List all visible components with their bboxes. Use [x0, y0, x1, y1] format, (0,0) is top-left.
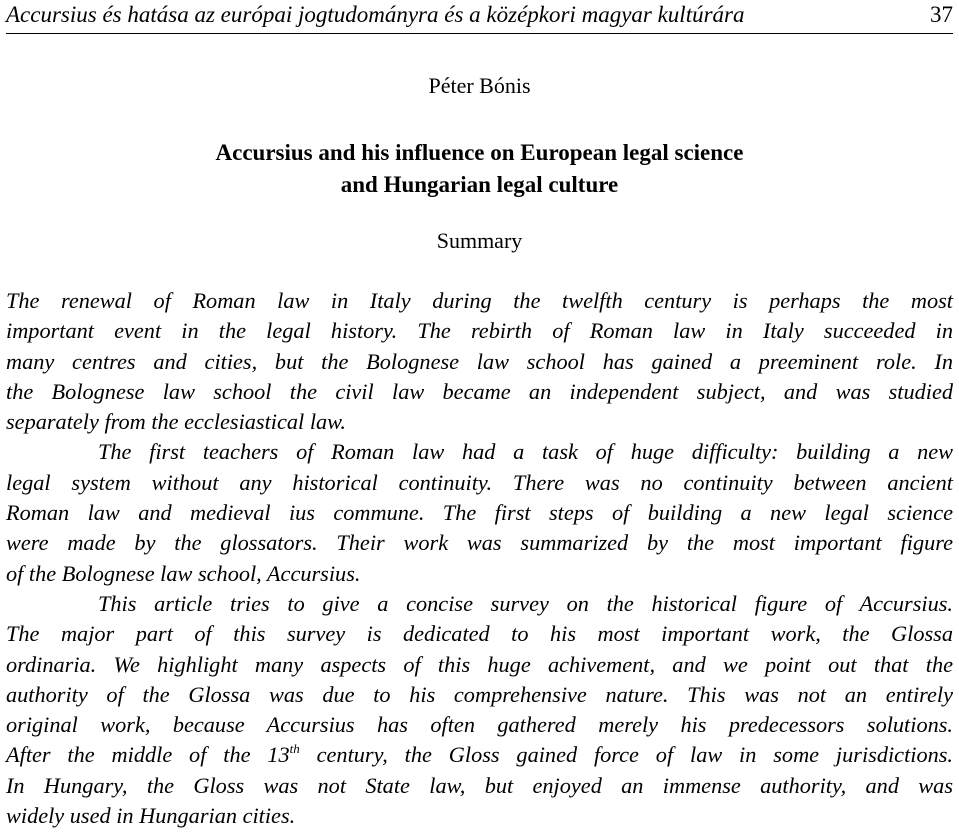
- text-line: [6, 740, 953, 770]
- text-line: Roman law and medieval ius commune. The first steps of building a new legal science: [6, 500, 953, 526]
- text-line: authority of the Glossa was due to his comprehensive nature. This was not an entirely: [6, 681, 953, 707]
- article-title-line: Accursius and his influence on European legal science: [215, 140, 744, 165]
- text-fragment: After the middle of the 13: [6, 742, 290, 768]
- text-line: original work, because Accursius has often gathered merely his predecessors solutions.: [6, 712, 953, 738]
- text-fragment: century, the Gloss gained force of law in some jurisdictions.: [299, 742, 954, 768]
- summary-body: [6, 286, 953, 831]
- text-line: many centres and cities, but the Bolognese law school has gained a preeminent role. In: [6, 348, 953, 374]
- text-line: separately from the ecclesiastical law.: [6, 409, 346, 435]
- text-line: ordinaria. We highlight many aspects of this huge achivement, and we point out that the: [6, 651, 953, 677]
- text-line: The renewal of Roman law in Italy during the twelfth century is perhaps the most: [6, 288, 953, 313]
- text-line: This article tries to give a concise survey on the historical figure of Accursius.: [98, 590, 953, 616]
- running-header: [6, 0, 953, 34]
- summary-heading: Summary: [436, 228, 523, 253]
- ordinal-superscript: th: [289, 741, 300, 757]
- article-title: [0, 137, 959, 201]
- text-line: The first teachers of Roman law had a task of huge difficulty: building a new: [98, 439, 953, 465]
- text-line: legal system without any historical continuity. There was no continuity between ancient: [6, 469, 953, 495]
- running-title: Accursius és hatása az európai jogtudományra és a középkori magyar kultúrára: [6, 2, 745, 27]
- author-name: Péter Bónis: [428, 73, 531, 98]
- text-line: The major part of this survey is dedicated to his most important work, the Glossa: [6, 621, 953, 647]
- article-title-line: and Hungarian legal culture: [340, 172, 619, 197]
- text-line: were made by the glossators. Their work was summarized by the most important figure: [6, 530, 953, 556]
- text-line: important event in the legal history. The rebirth of Roman law in Italy succeeded in: [6, 318, 953, 344]
- page-number: 37: [930, 2, 953, 27]
- text-line: of the Bolognese law school, Accursius.: [6, 560, 361, 586]
- text-line: In Hungary, the Gloss was not State law, but enjoyed an immense authority, and was: [6, 772, 953, 798]
- text-line: the Bolognese law school the civil law became an independent subject, and was studied: [6, 378, 953, 404]
- text-line: widely used in Hungarian cities.: [6, 803, 296, 829]
